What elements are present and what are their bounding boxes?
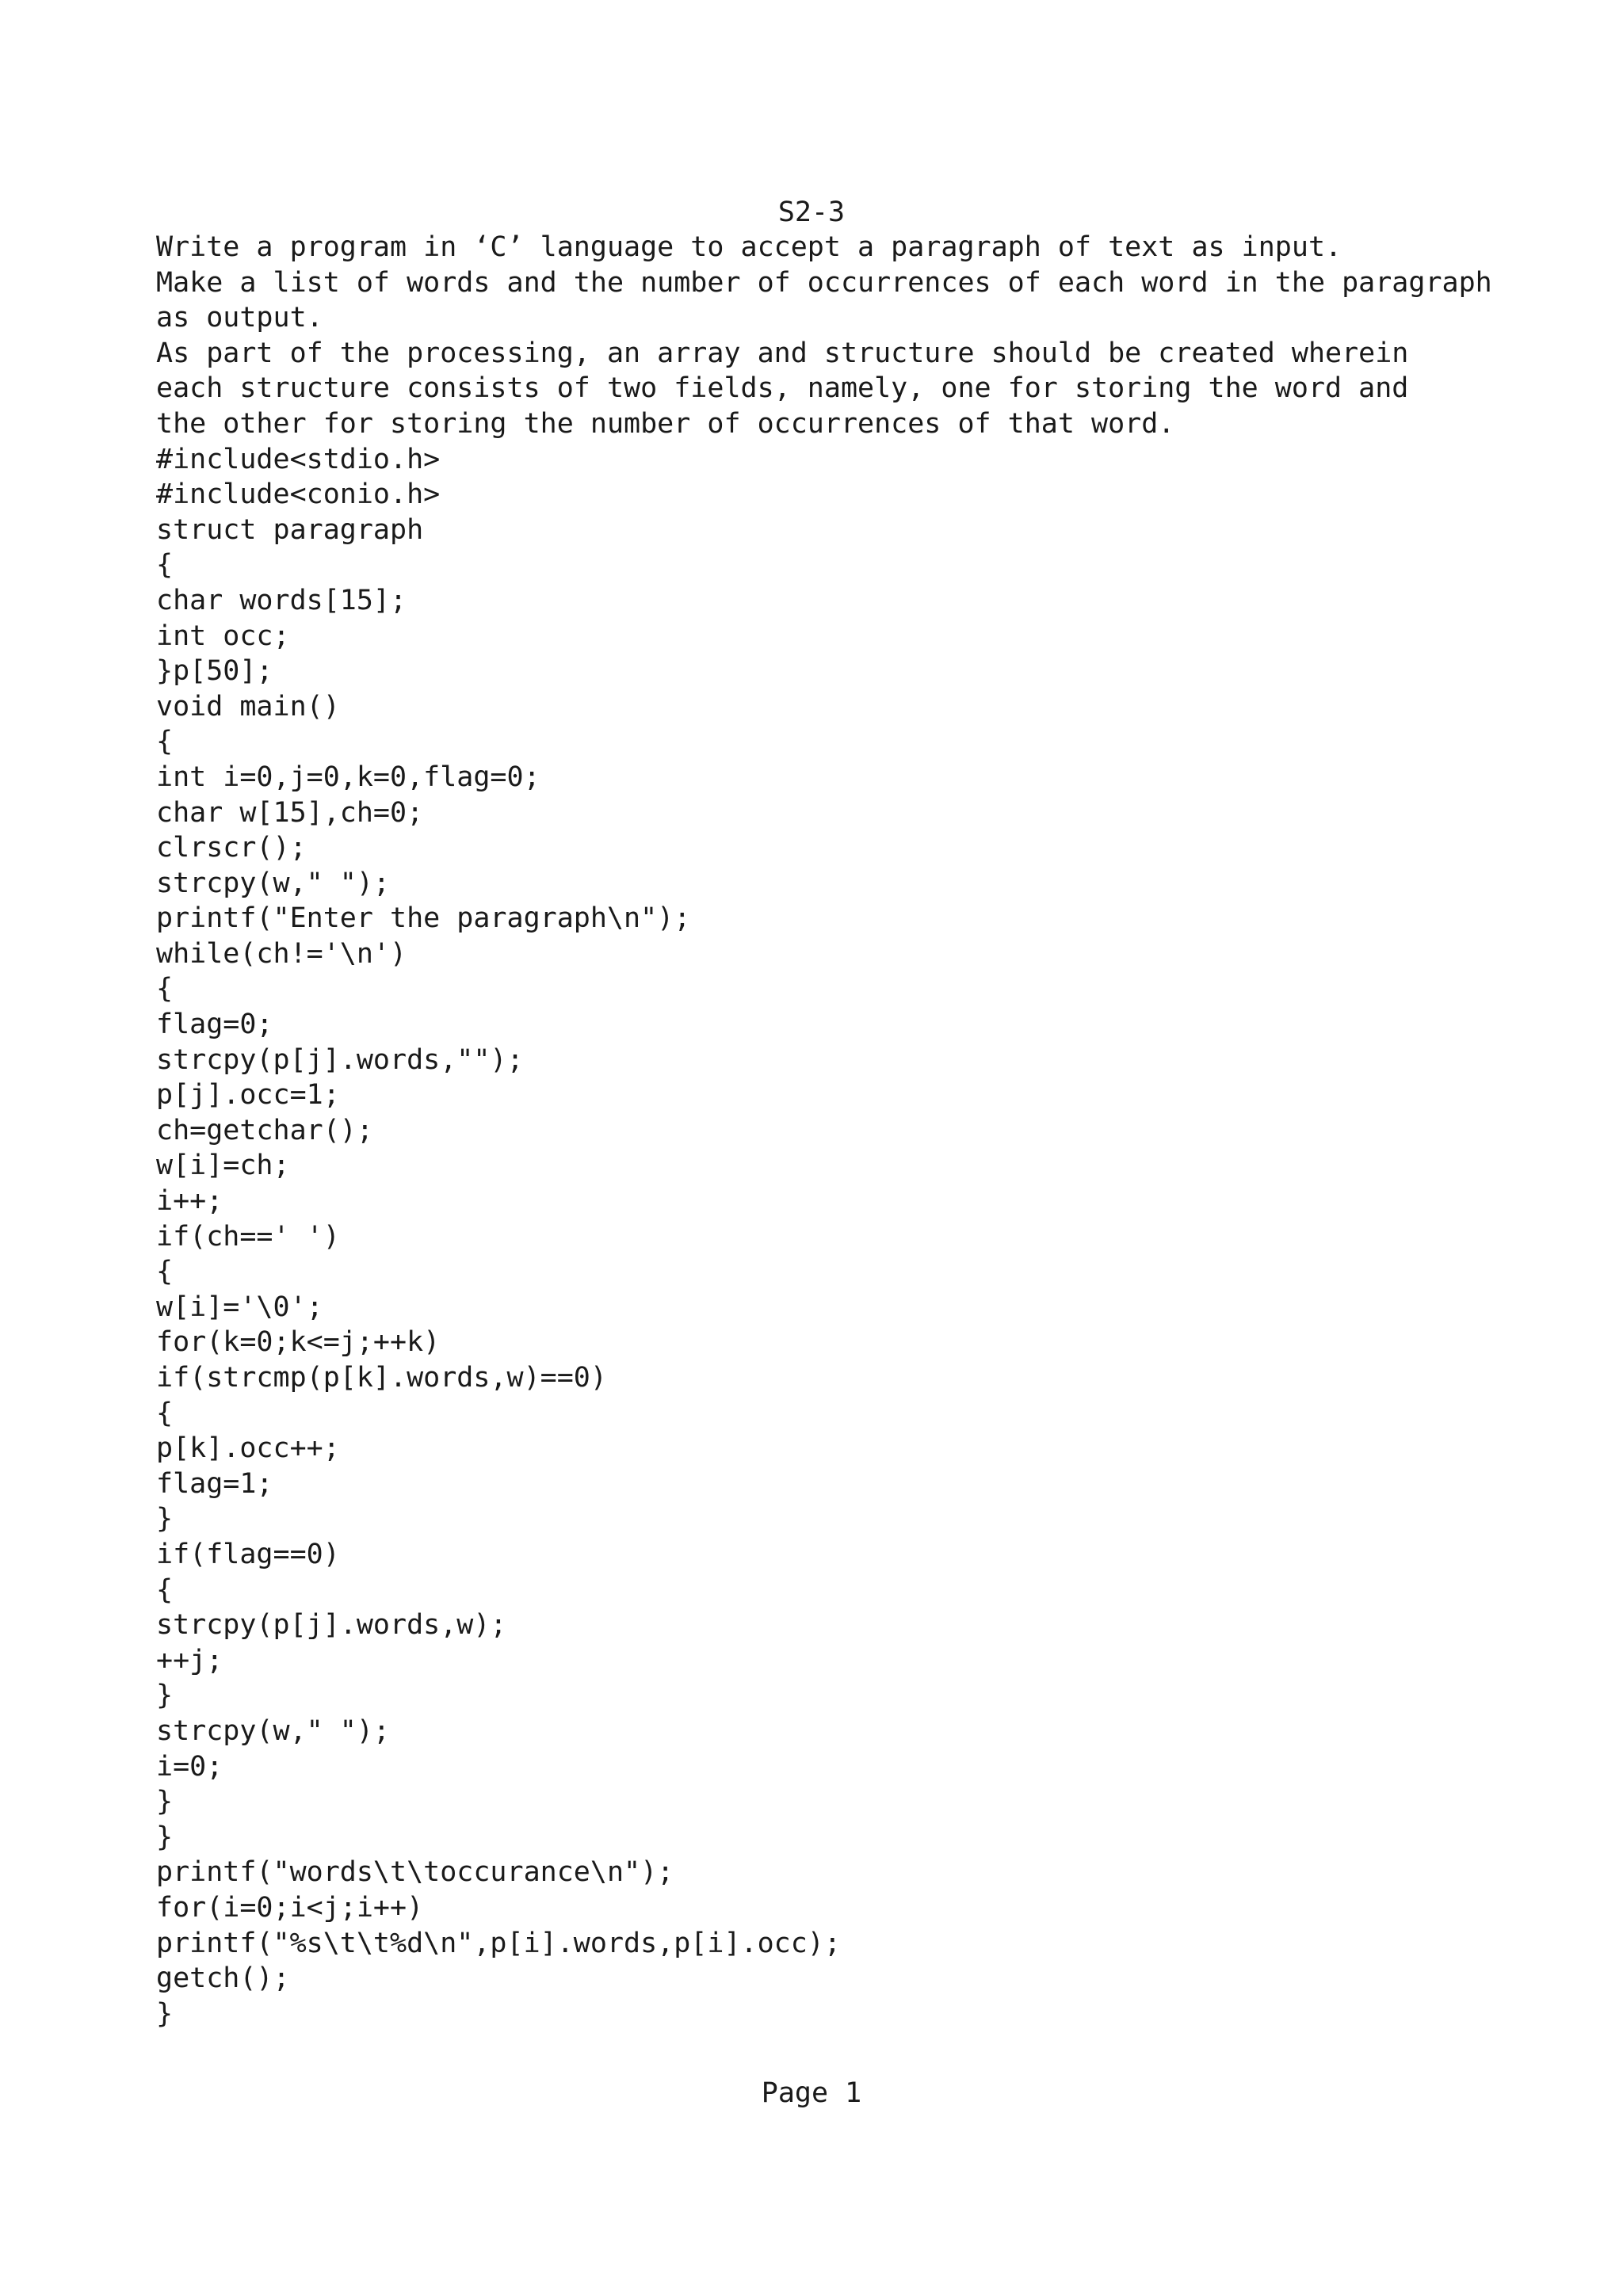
- code-line: w[i]=ch;: [156, 1150, 290, 1182]
- code-line: while(ch!='\n'): [156, 937, 407, 970]
- code-line: }: [156, 1997, 174, 2030]
- code-line: }: [156, 1503, 174, 1535]
- code-line: int i=0,j=0,k=0,flag=0;: [156, 761, 540, 793]
- code-line: flag=0;: [156, 1009, 273, 1041]
- code-line: if(ch==' '): [156, 1220, 340, 1253]
- code-line: {: [156, 726, 174, 758]
- code-line: p[k].occ++;: [156, 1432, 340, 1465]
- code-line: getch();: [156, 1962, 290, 1995]
- document-body: [156, 230, 1591, 2031]
- problem-statement-line: Make a list of words and the number of occurrences of each word in the paragraph: [156, 266, 1492, 299]
- code-line: #include<stdio.h>: [156, 443, 441, 475]
- code-line: if(strcmp(p[k].words,w)==0): [156, 1362, 607, 1394]
- code-line: for(k=0;k<=j;++k): [156, 1326, 441, 1359]
- code-line: ch=getchar();: [156, 1114, 373, 1146]
- code-line: }p[50];: [156, 655, 273, 688]
- code-line: flag=1;: [156, 1467, 273, 1500]
- code-line: p[j].occ=1;: [156, 1079, 340, 1112]
- code-line: int occ;: [156, 620, 290, 652]
- code-line: printf("words\t\toccurance\n");: [156, 1856, 674, 1889]
- code-line: strcpy(w," ");: [156, 867, 391, 899]
- code-line: char w[15],ch=0;: [156, 796, 424, 829]
- code-line: strcpy(p[j].words,w);: [156, 1609, 507, 1642]
- code-line: }: [156, 1821, 174, 1853]
- code-line: ++j;: [156, 1644, 223, 1676]
- code-line: }: [156, 1680, 174, 1712]
- code-line: strcpy(p[j].words,"");: [156, 1043, 524, 1076]
- code-line: i=0;: [156, 1750, 223, 1783]
- code-line: struct paragraph: [156, 513, 424, 546]
- problem-statement-line: Write a program in ‘C’ language to accept a paragraph of text as input.: [156, 231, 1342, 263]
- code-line: strcpy(w," ");: [156, 1714, 391, 1747]
- code-line: printf("%s\t\t%d\n",p[i].words,p[i].occ);: [156, 1927, 841, 1959]
- code-line: {: [156, 1397, 174, 1429]
- code-line: {: [156, 1256, 174, 1288]
- page-footer: Page 1: [761, 2077, 862, 2109]
- problem-statement-line: the other for storing the number of occurrences of that word.: [156, 407, 1175, 440]
- problem-statement-line: As part of the processing, an array and structure should be created wherein: [156, 337, 1409, 369]
- code-line: }: [156, 1786, 174, 1818]
- code-line: char words[15];: [156, 584, 407, 616]
- code-line: {: [156, 1573, 174, 1606]
- problem-statement-line: as output.: [156, 302, 323, 334]
- code-line: #include<conio.h>: [156, 479, 441, 511]
- code-line: if(flag==0): [156, 1538, 340, 1570]
- code-line: {: [156, 549, 174, 582]
- code-line: i++;: [156, 1185, 223, 1218]
- problem-statement-line: each structure consists of two fields, namely, one for storing the word and: [156, 372, 1409, 405]
- code-line: clrscr();: [156, 832, 307, 864]
- code-line: w[i]='\0';: [156, 1291, 323, 1323]
- code-line: void main(): [156, 690, 340, 723]
- code-line: {: [156, 973, 174, 1005]
- code-line: printf("Enter the paragraph\n");: [156, 902, 691, 935]
- page-header: S2-3: [777, 196, 846, 228]
- code-line: for(i=0;i<j;i++): [156, 1891, 424, 1924]
